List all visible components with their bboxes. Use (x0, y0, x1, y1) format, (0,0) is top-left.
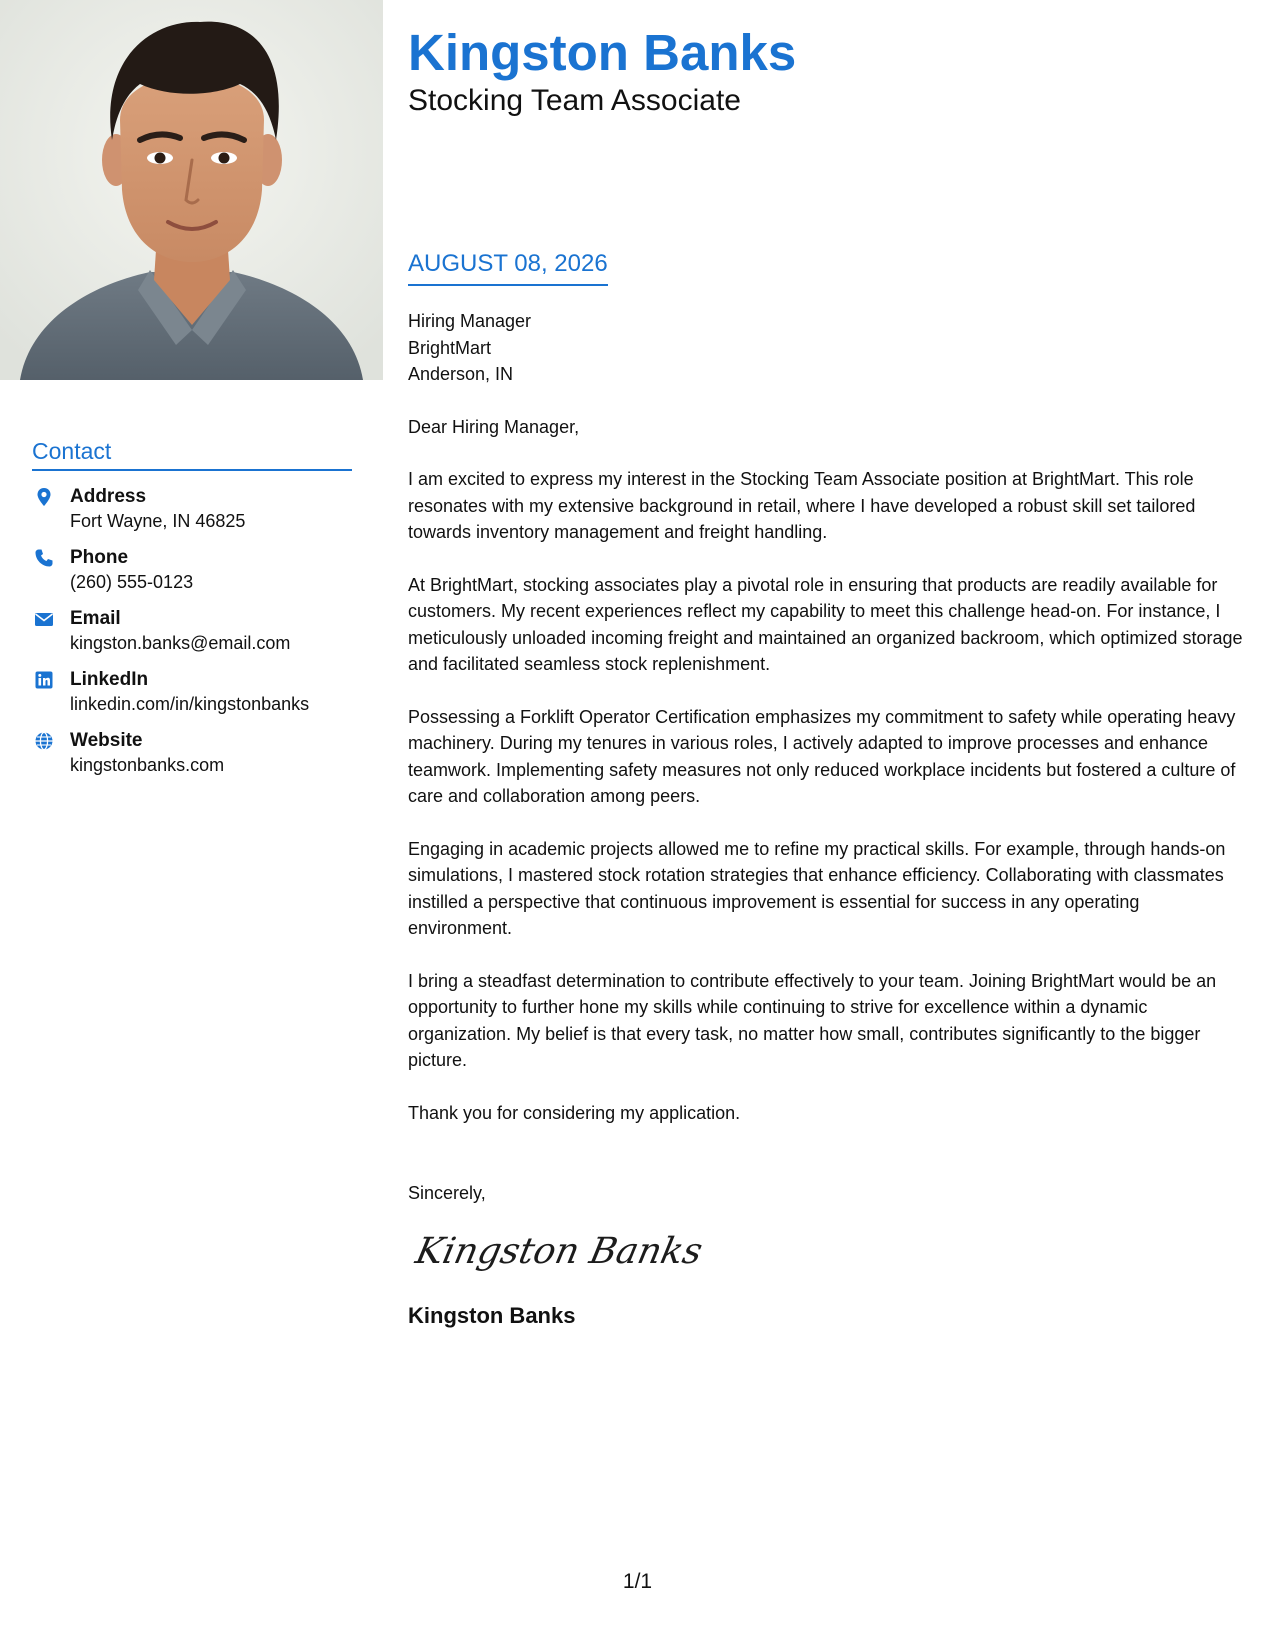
contact-value-linkedin[interactable]: linkedin.com/in/kingstonbanks (70, 694, 310, 714)
signature-text: Kingston Banks (412, 1228, 707, 1272)
recipient-line: BrightMart (408, 337, 492, 358)
letter-date: AUGUST 08, 2026 (408, 248, 608, 286)
profile-photo (0, 0, 383, 380)
globe-icon (34, 731, 54, 751)
contact-phone (32, 546, 352, 594)
letter-paragraph: Engaging in academic projects allowed me to refine my practical skills. For example, through hands-on simulations, I mastered stock rotation strategies that enhance efficiency. Collaborating with classmates instilled a perspective that continuous improvement is essential for success in any operating environment. (408, 838, 1226, 938)
envelope-icon (34, 609, 54, 629)
letter-paragraph: At BrightMart, stocking associates play a pivotal role in ensuring that products are readily available for customers. My recent experiences reflect my capability to meet this challenge head-on. For instance, I meticulously unloaded incoming freight and maintained an organized backroom, which optimized storage and facilitated seamless stock replenishment. (408, 574, 1243, 674)
contact-label-phone: Phone (70, 547, 129, 568)
contact-address (32, 485, 352, 533)
page-number: 1/1 (622, 1570, 653, 1593)
job-title: Stocking Team Associate (408, 84, 741, 117)
phone-icon (34, 548, 54, 568)
contact-label-address: Address (70, 486, 147, 507)
linkedin-icon (34, 670, 54, 690)
contact-value-phone: (260) 555-0123 (70, 572, 194, 592)
contact-heading: Contact (32, 436, 352, 471)
letter-paragraph: I bring a steadfast determination to contribute effectively to your team. Joining BrightMart would be an opportunity to further hone my skills while continuing to strive for excellence within a dynamic organization. My belief is that every task, no matter how small, contributes significantly to the bigger picture. (408, 970, 1217, 1070)
contact-website (32, 729, 352, 777)
contact-label-website: Website (70, 730, 143, 751)
contact-value-address: Fort Wayne, IN 46825 (70, 511, 246, 531)
contact-value-website[interactable]: kingstonbanks.com (70, 755, 225, 775)
letter-paragraph: Possessing a Forklift Operator Certification emphasizes my commitment to safety while operating heavy machinery. During my tenures in various roles, I actively adapted to improve processes and enhance teamwork. Implementing safety measures not only reduced workplace incidents but fostered a culture of care and collaboration among peers. (408, 706, 1236, 806)
contact-label-email: Email (70, 608, 121, 629)
salutation: Dear Hiring Manager, (408, 416, 580, 437)
contact-section (32, 436, 352, 790)
location-pin-icon (34, 487, 54, 507)
recipient-line: Anderson, IN (408, 364, 514, 384)
closing-thanks: Thank you for considering my application. (408, 1102, 741, 1123)
contact-email (32, 607, 352, 655)
letter-paragraph: I am excited to express my interest in the Stocking Team Associate position at BrightMart. This role resonates with my extensive background in retail, where I have developed a robust skill set tailored towards inventory management and freight handling. (408, 469, 1196, 542)
signer-name: Kingston Banks (408, 1302, 576, 1328)
letter-body (408, 308, 1248, 1331)
signoff: Sincerely, (408, 1183, 486, 1203)
contact-label-linkedin: LinkedIn (70, 669, 149, 690)
contact-linkedin (32, 668, 352, 716)
recipient-block (408, 308, 1248, 388)
handwritten-signature (408, 1217, 707, 1287)
applicant-name: Kingston Banks (408, 24, 797, 81)
contact-value-email[interactable]: kingston.banks@email.com (70, 633, 291, 653)
recipient-line: Hiring Manager (408, 311, 532, 331)
